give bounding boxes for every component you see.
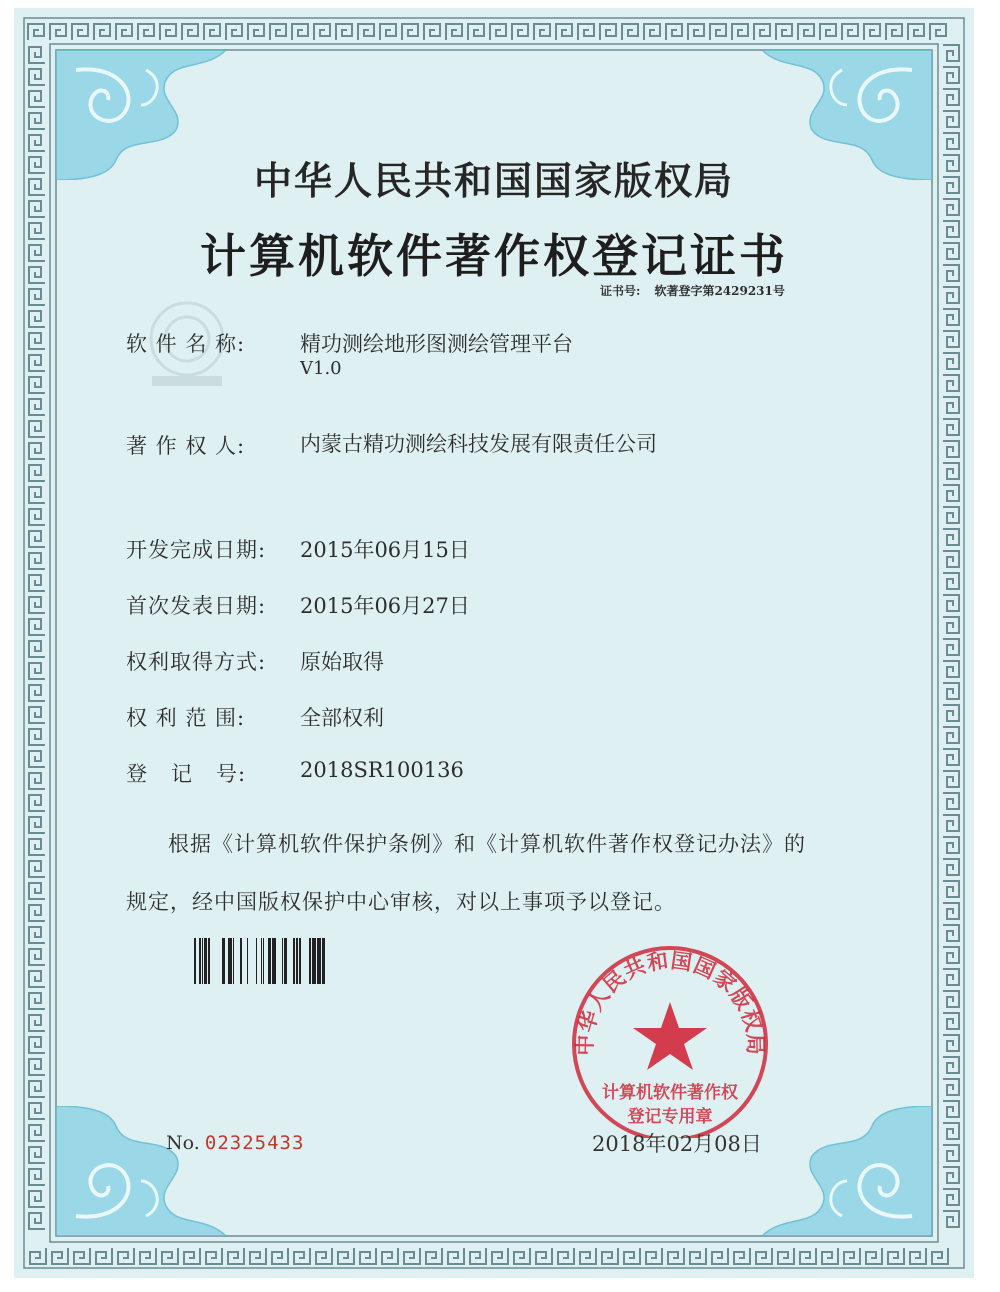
software-name-value: 精功测绘地形图测绘管理平台 xyxy=(300,332,573,356)
pub-date-value: 2015年06月27日 xyxy=(300,594,470,618)
official-seal xyxy=(562,938,778,1138)
serial-number-label: No. xyxy=(166,1132,200,1154)
certificate-number xyxy=(600,282,785,299)
acquire-value: 原始取得 xyxy=(300,650,384,674)
dev-date-label: 开发完成日期: xyxy=(126,538,267,562)
acquire-label: 权利取得方式: xyxy=(126,650,267,674)
software-version: V1.0 xyxy=(300,358,342,379)
statement-line-1: 根据《计算机软件保护条例》和《计算机软件著作权登记办法》的 xyxy=(168,832,806,856)
dev-date-value: 2015年06月15日 xyxy=(300,538,470,562)
corner-ornament-bottom-right xyxy=(762,1106,932,1236)
owner-label: 著 作 权 人: xyxy=(126,434,246,458)
issue-date: 2018年02月08日 xyxy=(592,1132,762,1156)
registration-value: 2018SR100136 xyxy=(300,758,464,782)
seal-line-1: 计算机软件著作权 xyxy=(602,1083,738,1103)
pub-date-label: 首次发表日期: xyxy=(126,594,267,618)
seal-ring-text: 中华人民共和国国家版权局 xyxy=(572,948,768,1056)
certificate-number-label: 证书号: xyxy=(600,284,641,298)
owner-value: 内蒙古精功测绘科技发展有限责任公司 xyxy=(300,432,657,456)
registration-label: 登 记 号: xyxy=(126,762,247,786)
certificate-sheet xyxy=(14,8,974,1278)
issuing-authority: 中华人民共和国国家版权局 xyxy=(253,158,734,203)
barcode-icon xyxy=(194,938,334,984)
serial-number-value: 02325433 xyxy=(204,1132,305,1154)
scope-value: 全部权利 xyxy=(300,706,384,730)
scope-label: 权 利 范 围: xyxy=(126,706,246,730)
serial-number xyxy=(166,1132,304,1154)
certificate-number-value: 软著登字第2429231号 xyxy=(654,284,785,298)
certificate-title: 计算机软件著作权登记证书 xyxy=(200,229,788,283)
seal-star-icon xyxy=(633,1002,707,1070)
seal-line-2: 登记专用章 xyxy=(627,1107,713,1127)
software-name-label: 软 件 名 称: xyxy=(126,332,246,356)
corner-ornament-bottom-left xyxy=(56,1106,226,1236)
statement-line-2: 规定，经中国版权保护中心审核，对以上事项予以登记。 xyxy=(126,890,676,914)
